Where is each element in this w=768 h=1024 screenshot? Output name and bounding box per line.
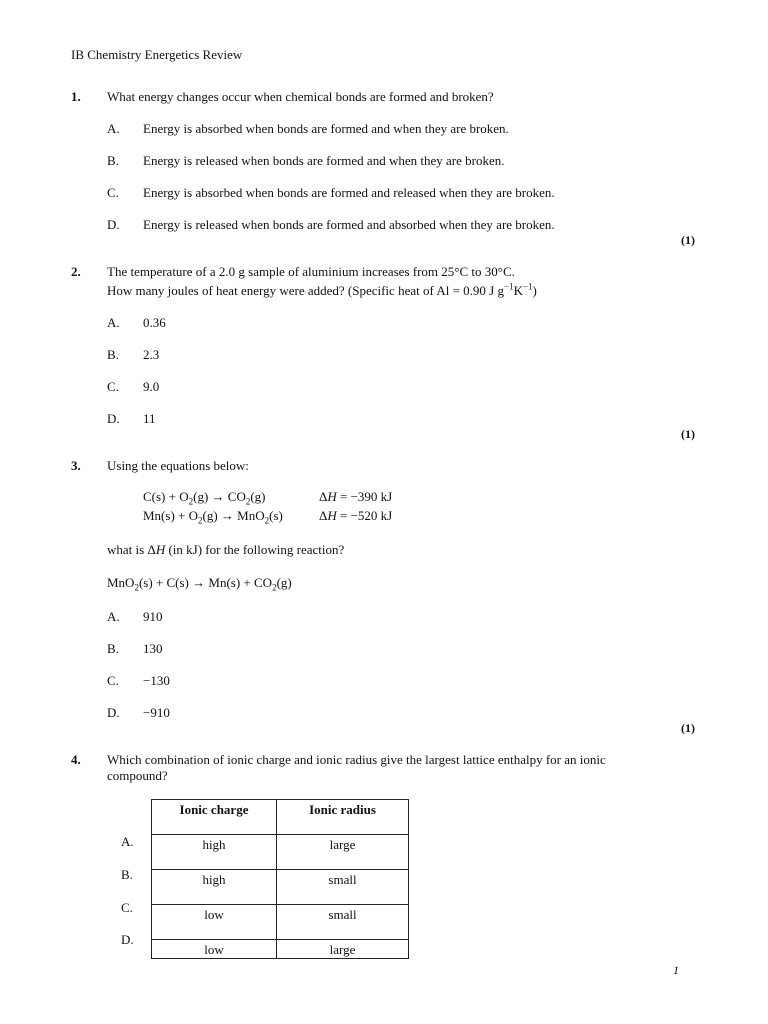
- row-d-radius: large: [277, 940, 409, 959]
- row-c-charge: low: [152, 905, 277, 940]
- q2-option-a-text: 0.36: [143, 315, 166, 330]
- q3-option-c-letter: C.: [107, 673, 119, 688]
- table-header-row: [152, 800, 409, 835]
- equation-1: $C(s) + O_2(g) \to CO_2(g)$: [143, 489, 266, 507]
- q3-option-d-text: −910: [143, 705, 170, 720]
- row-b-letter: B.: [121, 867, 133, 882]
- question-3-text: what is ΔH (in kJ) for the following reaction?: [107, 542, 345, 557]
- question-1-number: 1.: [71, 89, 81, 104]
- question-4-number: 4.: [71, 752, 81, 767]
- target-reaction: $MnO_2(s) + C(s) \to Mn(s) + CO_2(g)$: [107, 575, 292, 593]
- equation-2-enthalpy: ΔH = −520 kJ: [319, 508, 393, 523]
- q1-option-c-letter: C.: [107, 185, 119, 200]
- q1-option-b-letter: B.: [107, 153, 119, 168]
- question-3-number: 3.: [71, 458, 81, 473]
- row-a-radius: large: [277, 835, 409, 870]
- row-a-charge: high: [152, 835, 277, 870]
- question-3-intro: Using the equations below:: [107, 458, 249, 473]
- q2-marks: (1): [681, 427, 695, 441]
- table-row: [152, 905, 409, 940]
- q1-option-d-letter: D.: [107, 217, 120, 232]
- q2-option-b-letter: B.: [107, 347, 119, 362]
- q3-option-c-text: −130: [143, 673, 170, 688]
- question-1-text: What energy changes occur when chemical bonds are formed and broken?: [107, 89, 494, 104]
- q2-option-c-letter: C.: [107, 379, 119, 394]
- q1-marks: (1): [681, 233, 695, 247]
- q1-option-a-letter: A.: [107, 121, 120, 136]
- question-4-line2: compound?: [107, 768, 168, 783]
- table-row: [152, 940, 409, 959]
- q1-option-b-text: Energy is released when bonds are formed and when they are broken.: [143, 153, 505, 168]
- lattice-enthalpy-table: [151, 799, 409, 959]
- row-c-radius: small: [277, 905, 409, 940]
- column-header-ionic-radius: Ionic radius: [277, 800, 409, 835]
- q1-option-a-text: Energy is absorbed when bonds are formed and when they are broken.: [143, 121, 509, 136]
- document-header: IB Chemistry Energetics Review: [71, 47, 243, 62]
- q3-option-d-letter: D.: [107, 705, 120, 720]
- q3-option-a-text: 910: [143, 609, 163, 624]
- q1-option-d-text: Energy is released when bonds are formed and absorbed when they are broken.: [143, 217, 555, 232]
- q2-option-c-text: 9.0: [143, 379, 160, 394]
- page-number: 1: [673, 963, 679, 977]
- row-b-radius: small: [277, 870, 409, 905]
- q1-option-c-text: Energy is absorbed when bonds are formed and released when they are broken.: [143, 185, 555, 200]
- question-4-line1: Which combination of ionic charge and ionic radius give the largest lattice enthalpy for an ionic: [107, 752, 606, 767]
- table-row: [152, 870, 409, 905]
- equation-2: $Mn(s) + O_2(g) \to MnO_2(s)$: [143, 508, 283, 526]
- question-2-line1: The temperature of a 2.0 g sample of aluminium increases from 25°C to 30°C.: [107, 264, 515, 279]
- column-header-ionic-charge: Ionic charge: [152, 800, 277, 835]
- q3-option-b-letter: B.: [107, 641, 119, 656]
- q2-option-d-letter: D.: [107, 411, 120, 426]
- q2-option-b-text: 2.3: [143, 347, 160, 362]
- row-c-letter: C.: [121, 900, 133, 915]
- question-2-line2: How many joules of heat energy were added? (Specific heat of Al = 0.90 J $g^{-1}K^{-1}$): [107, 281, 537, 298]
- row-d-letter: D.: [121, 932, 134, 947]
- q3-option-b-text: 130: [143, 641, 163, 656]
- row-a-letter: A.: [121, 834, 134, 849]
- q3-option-a-letter: A.: [107, 609, 120, 624]
- question-2-number: 2.: [71, 264, 81, 279]
- q3-marks: (1): [681, 721, 695, 735]
- table-row: [152, 835, 409, 870]
- q2-option-d-text: 11: [143, 411, 156, 426]
- row-d-charge: low: [152, 940, 277, 959]
- q2-option-a-letter: A.: [107, 315, 120, 330]
- row-b-charge: high: [152, 870, 277, 905]
- equation-1-enthalpy: ΔH = −390 kJ: [319, 489, 393, 504]
